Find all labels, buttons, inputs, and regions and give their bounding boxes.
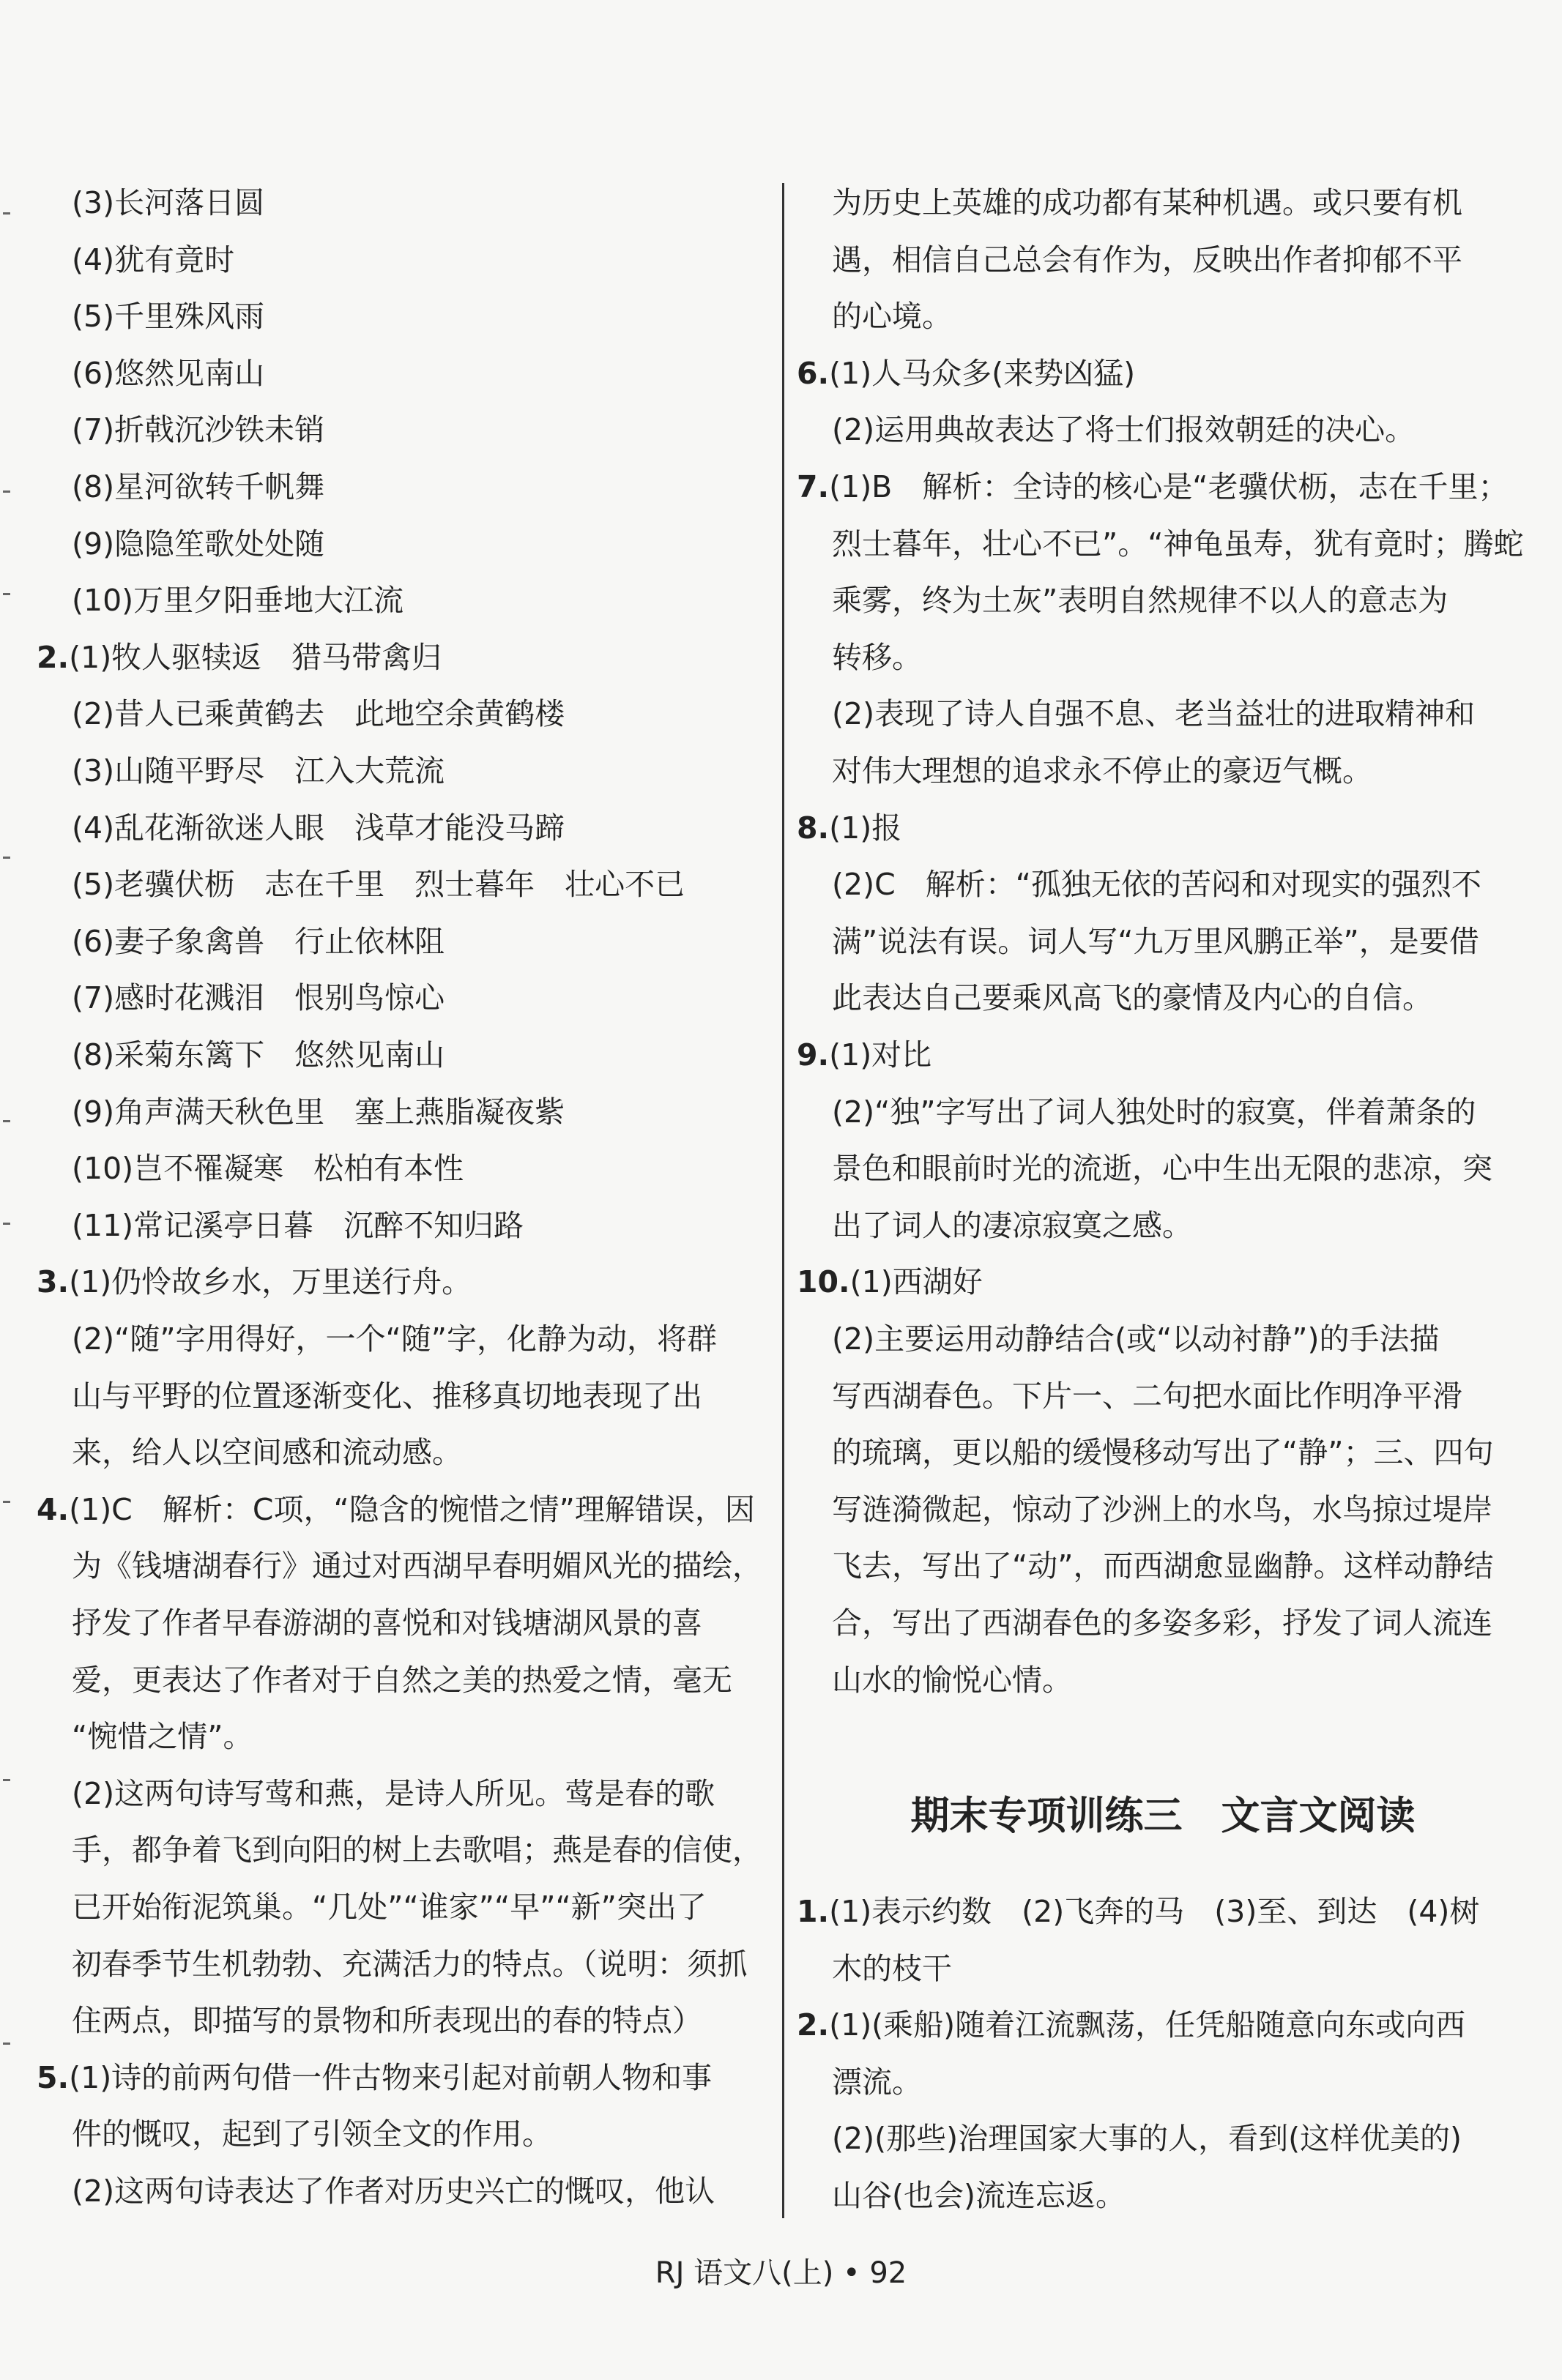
question-number: 4. xyxy=(37,1491,70,1527)
answer-line xyxy=(37,1431,462,1474)
section-heading: 期末专项训练三 文言文阅读 xyxy=(910,1794,1416,1838)
answer-line xyxy=(797,807,901,849)
answer-text: (1)对比 xyxy=(829,1037,932,1073)
answer-line xyxy=(37,1659,732,1701)
answer-text: (5)千里殊风雨 xyxy=(72,299,265,335)
answer-line xyxy=(37,1318,717,1360)
answer-text: 为《钱塘湖春行》通过对西湖早春明媚风光的描绘， xyxy=(72,1548,762,1584)
answer-line xyxy=(797,863,1481,906)
question-number: 7. xyxy=(797,469,830,504)
answer-text: 景色和眼前时光的流逝，心中生出无限的悲凉，突 xyxy=(832,1151,1492,1187)
question-number: 10. xyxy=(797,1264,850,1300)
answer-text: 木的枝干 xyxy=(832,1950,952,1986)
answer-text: 漂流。 xyxy=(832,2064,922,2100)
answer-line xyxy=(37,920,445,963)
answer-text: (1)(乘船)随着江流飘荡，任凭船随意向东或向西 xyxy=(829,2007,1466,2043)
answer-text: (7)折戟沉沙铁未销 xyxy=(72,412,325,448)
answer-text: 手，都争着飞到向阳的树上去歌唱；燕是春的信使， xyxy=(72,1832,762,1868)
answer-line xyxy=(37,750,445,792)
question-number: 3. xyxy=(37,1264,70,1300)
answer-line xyxy=(797,1147,1492,1190)
answer-line xyxy=(797,1375,1462,1417)
answer-line xyxy=(797,1947,952,1990)
answer-text: (1)仍怜故乡水，万里送行舟。 xyxy=(69,1264,472,1300)
answer-line xyxy=(797,239,1462,281)
answer-text: (10)万里夕阳垂地大江流 xyxy=(72,583,404,619)
answer-line xyxy=(37,579,403,622)
answer-text: 的琉璃，更以船的缓慢移动写出了“静”；三、四句 xyxy=(832,1435,1494,1471)
question-number: 8. xyxy=(797,810,830,846)
answer-text: 此表达自己要乘风高飞的豪情及内心的自信。 xyxy=(832,980,1432,1016)
answer-text: 住两点，即描写的景物和所表现出的春的特点） xyxy=(72,2003,702,2039)
answer-text: (8)采菊东篱下 悠然见南山 xyxy=(72,1037,445,1073)
answer-text: 遇，相信自己总会有作为，反映出作者抑郁不平 xyxy=(832,242,1462,277)
answer-text: 出了词人的凄凉寂寞之感。 xyxy=(832,1207,1192,1243)
answer-line xyxy=(797,636,922,679)
answer-line xyxy=(797,1602,1492,1644)
question-number: 9. xyxy=(797,1037,830,1073)
answer-text: 初春季节生机勃勃、充满活力的特点。（说明：须抓 xyxy=(72,1946,748,1982)
answer-text: (1)表示约数 (2)飞奔的马 (3)至、到达 (4)树 xyxy=(829,1894,1480,1929)
answer-line xyxy=(37,523,324,565)
answer-line xyxy=(37,466,324,508)
answer-text: (2)C 解析：“孤独无依的苦闷和对现实的强烈不 xyxy=(832,867,1481,903)
answer-text: “惋惜之情”。 xyxy=(72,1719,253,1755)
answer-text: 已开始衔泥筑巢。“几处”“谁家”“早”“新”突出了 xyxy=(72,1890,707,1925)
answer-text: 烈士暮年，壮心不已”。“神龟虽寿，犹有竟时；腾蛇 xyxy=(832,526,1524,562)
question-number: 6. xyxy=(797,355,830,391)
answer-line xyxy=(37,1034,445,1076)
answer-text: (2)昔人已乘黄鹤去 此地空余黄鹤楼 xyxy=(72,696,565,732)
answer-line xyxy=(37,2113,552,2155)
answer-text: (2)这两句诗表达了作者对历史兴亡的慨叹，他认 xyxy=(72,2174,715,2209)
answer-line xyxy=(797,466,1509,508)
answer-text: (9)隐隐笙歌处处随 xyxy=(72,526,325,562)
answer-text: 飞去，写出了“动”，而西湖愈显幽静。这样动静结 xyxy=(832,1548,1494,1584)
answer-line xyxy=(797,1890,1479,1933)
answer-text: (2)主要运用动静结合(或“以动衬静”)的手法描 xyxy=(832,1321,1440,1357)
answer-line xyxy=(37,977,445,1019)
answer-line xyxy=(37,1772,715,1815)
answer-line xyxy=(797,1204,1192,1247)
page-footer: RJ 语文八(上) • 92 xyxy=(655,2256,907,2290)
answer-line xyxy=(37,2056,712,2099)
answer-line xyxy=(37,1715,253,1758)
answer-text: 乘雾，终为土灰”表明自然规律不以人的意志为 xyxy=(832,583,1448,619)
answer-line xyxy=(37,1602,702,1644)
answer-text: 写涟漪微起，惊动了沙洲上的水鸟，水鸟掠过堤岸 xyxy=(832,1491,1492,1527)
answer-text: (6)悠然见南山 xyxy=(72,355,265,391)
answer-line xyxy=(37,1999,702,2042)
answer-text: (5)老骥伏枥 志在千里 烈士暮年 壮心不已 xyxy=(72,867,685,903)
answer-text: (1)人马众多(来势凶猛) xyxy=(829,355,1136,391)
answer-line xyxy=(797,1034,931,1076)
question-number: 1. xyxy=(797,1894,830,1929)
answer-line xyxy=(37,2170,715,2212)
answer-line xyxy=(797,1659,1072,1701)
answer-line xyxy=(37,1091,565,1133)
answer-text: (2)(那些)治理国家大事的人，看到(这样优美的) xyxy=(832,2121,1462,2157)
answer-text: (4)乱花渐欲迷人眼 浅草才能没马蹄 xyxy=(72,810,565,846)
answer-text: 为历史上英雄的成功都有某种机遇。或只要有机 xyxy=(832,185,1462,220)
answer-text: (3)长河落日圆 xyxy=(72,185,265,220)
answer-text: 山与平野的位置逐渐变化、推移真切地表现了出 xyxy=(72,1378,702,1414)
answer-line xyxy=(37,1829,762,1871)
answer-text: 爱，更表达了作者对于自然之美的热爱之情，毫无 xyxy=(72,1662,732,1698)
answer-text: (1)B 解析：全诗的核心是“老骥伏枥，志在千里； xyxy=(829,469,1509,504)
answer-line xyxy=(37,1488,755,1531)
answer-text: (11)常记溪亭日暮 沉醉不知归路 xyxy=(72,1207,524,1243)
answer-text: (1)牧人驱犊返 猎马带禽归 xyxy=(69,639,442,675)
answer-text: 合，写出了西湖春色的多姿多彩，抒发了词人流连 xyxy=(832,1605,1492,1641)
answer-text: 件的慨叹，起到了引领全文的作用。 xyxy=(72,2116,552,2152)
answer-text: (2)这两句诗写莺和燕，是诗人所见。莺是春的歌 xyxy=(72,1775,715,1811)
answer-text: (7)感时花溅泪 恨别鸟惊心 xyxy=(72,980,445,1016)
answer-text: 对伟大理想的追求永不停止的豪迈气概。 xyxy=(832,753,1372,788)
answer-text: (2)运用典故表达了将士们报效朝廷的决心。 xyxy=(832,412,1416,448)
answer-text: (6)妻子象禽兽 行止依林阻 xyxy=(72,923,445,959)
answer-line xyxy=(797,1091,1476,1133)
answer-text: 写西湖春色。下片一、二句把水面比作明净平滑 xyxy=(832,1378,1462,1414)
answer-line xyxy=(797,750,1372,792)
margin-marks xyxy=(0,183,15,2218)
answer-line xyxy=(797,579,1448,622)
answer-line xyxy=(37,636,442,679)
answer-text: (3)山随平野尽 江入大荒流 xyxy=(72,753,445,788)
answer-text: (9)角声满天秋色里 塞上燕脂凝夜紫 xyxy=(72,1094,565,1130)
answer-text: (1)C 解析：C项，“隐含的惋惜之情”理解错误，因 xyxy=(69,1491,755,1527)
answer-line xyxy=(797,1431,1493,1474)
answer-line xyxy=(797,2004,1465,2046)
answer-line xyxy=(37,352,264,395)
answer-line xyxy=(37,295,264,337)
question-number: 2. xyxy=(37,639,70,675)
answer-line xyxy=(37,1261,472,1303)
answer-line xyxy=(37,409,324,451)
answer-line xyxy=(37,693,565,735)
answer-line xyxy=(797,1545,1493,1587)
answer-text: (1)诗的前两句借一件古物来引起对前朝人物和事 xyxy=(69,2059,713,2095)
answer-line xyxy=(797,1318,1440,1360)
question-number: 2. xyxy=(797,2007,830,2043)
answer-line xyxy=(37,1545,762,1587)
answer-line xyxy=(797,2117,1462,2160)
answer-text: 转移。 xyxy=(832,639,922,675)
answer-text: (2)“独”字写出了词人独处时的寂寞，伴着萧条的 xyxy=(832,1094,1476,1130)
answer-line xyxy=(37,807,565,849)
answer-line xyxy=(797,1488,1492,1531)
answer-text: (10)岂不罹凝寒 松柏有本性 xyxy=(72,1151,464,1187)
answer-line xyxy=(797,920,1479,963)
answer-text: (4)犹有竟时 xyxy=(72,242,235,277)
question-number: 5. xyxy=(37,2059,70,2095)
answer-text: (2)“随”字用得好，一个“随”字，化静为动，将群 xyxy=(72,1321,718,1357)
answer-line xyxy=(797,1261,983,1303)
answer-text: (1)报 xyxy=(829,810,902,846)
answer-text: 来，给人以空间感和流动感。 xyxy=(72,1435,462,1471)
answer-line xyxy=(37,863,685,906)
answer-line xyxy=(37,182,264,224)
answer-line xyxy=(37,1375,702,1417)
answer-line xyxy=(797,977,1432,1019)
answer-line xyxy=(797,409,1415,451)
answer-line xyxy=(797,182,1462,224)
answer-text: 的心境。 xyxy=(832,299,952,335)
answer-line xyxy=(37,1147,464,1190)
column-divider xyxy=(782,183,784,2218)
answer-line xyxy=(37,1886,707,1928)
answer-line xyxy=(797,2061,922,2103)
answer-line xyxy=(37,1204,524,1247)
answer-line xyxy=(797,352,1135,395)
answer-text: (2)表现了诗人自强不息、老当益壮的进取精神和 xyxy=(832,696,1476,732)
answer-line xyxy=(797,295,952,337)
answer-line xyxy=(797,523,1523,565)
answer-text: (8)星河欲转千帆舞 xyxy=(72,469,325,504)
answer-text: (1)西湖好 xyxy=(849,1264,983,1300)
answer-text: 抒发了作者早春游湖的喜悦和对钱塘湖风景的喜 xyxy=(72,1605,702,1641)
answer-text: 满”说法有误。词人写“九万里风鹏正举”，是要借 xyxy=(832,923,1479,959)
answer-text: 山水的愉悦心情。 xyxy=(832,1662,1072,1698)
answer-text: 山谷(也会)流连忘返。 xyxy=(832,2178,1126,2213)
answer-line xyxy=(797,2174,1126,2217)
answer-line xyxy=(37,239,234,281)
answer-line xyxy=(37,1943,748,1985)
answer-line xyxy=(797,693,1475,735)
